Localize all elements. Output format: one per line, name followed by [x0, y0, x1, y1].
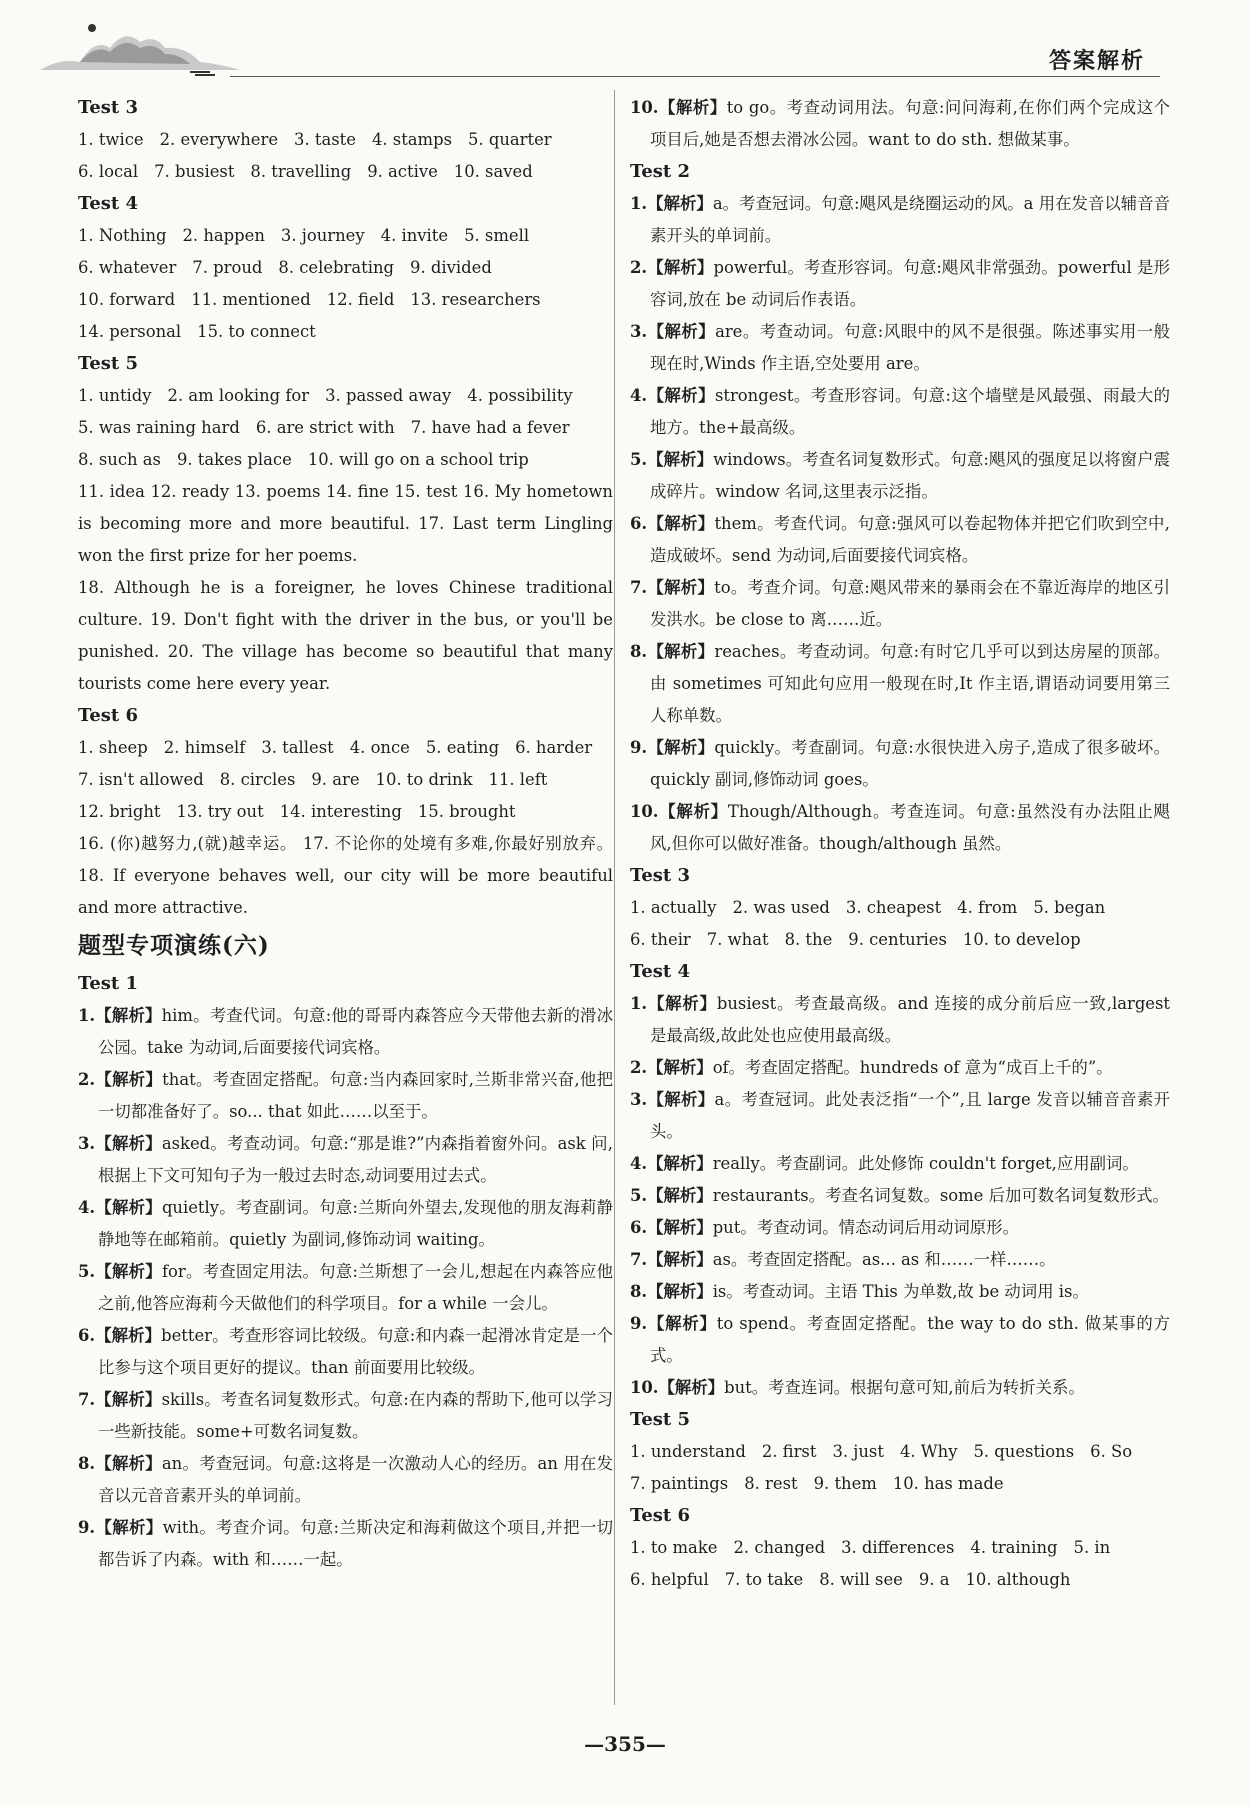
explanation-item	[78, 1384, 613, 1448]
answer: 6. local	[78, 162, 139, 181]
test3-title: Test 3	[78, 97, 139, 118]
answer-row	[78, 764, 613, 796]
item-number: 8.	[78, 1454, 96, 1473]
item-answer: are	[715, 322, 743, 341]
answer: 6. whatever	[78, 258, 177, 277]
item-number: 2.	[78, 1070, 96, 1089]
answer: 3. tallest	[261, 738, 334, 757]
answer: 10. saved	[453, 162, 533, 181]
answer: 1. understand	[630, 1442, 746, 1461]
answer: 2. everywhere	[159, 130, 279, 149]
item-answer: but	[724, 1378, 752, 1397]
item-number: 6.	[630, 514, 648, 533]
answer: 1. actually	[630, 898, 717, 917]
header-title: 答案解析	[1048, 48, 1145, 74]
answer: 8. circles	[219, 770, 296, 789]
answer: 4. invite	[380, 226, 449, 245]
explanation-item	[630, 1276, 1170, 1308]
explanation-item	[78, 1000, 613, 1064]
answer: 14. personal	[78, 322, 182, 341]
test6-title: Test 6	[78, 705, 139, 726]
answer: 3. taste	[294, 130, 356, 149]
answer: 13. researchers	[410, 290, 541, 309]
answer: 5. in	[1073, 1538, 1111, 1557]
analysis-tag: 【解析】	[647, 514, 715, 533]
item-number: 5.	[630, 1186, 648, 1205]
answer: 2. happen	[182, 226, 265, 245]
answer: 13. try out	[176, 802, 264, 821]
analysis-tag: 【解析】	[95, 1070, 163, 1089]
t1-items	[78, 1000, 613, 1576]
explanation-item	[630, 252, 1170, 316]
answer: 6. are strict with	[255, 418, 395, 437]
answer: 5. was raining hard	[78, 418, 240, 437]
answer: 6. their	[630, 930, 691, 949]
analysis-tag: 【解析】	[95, 1262, 162, 1281]
analysis-tag: 【解析】	[647, 1282, 713, 1301]
t1-item-10	[630, 92, 1170, 156]
answer: 6. helpful	[630, 1570, 709, 1589]
answer: 14. interesting	[279, 802, 402, 821]
header-rule	[230, 76, 1160, 77]
item-explanation: 。考查介词。句意:飓风带来的暴雨会在不靠近海岸的地区引发洪水。be close to 离……近。	[650, 578, 1170, 629]
answer: 8. travelling	[250, 162, 352, 181]
mountain-landscape-icon	[40, 18, 240, 80]
column-divider	[614, 90, 615, 1705]
answer: 1. sheep	[78, 738, 148, 757]
item-answer: asked	[161, 1134, 211, 1153]
item-answer: Though/Although	[727, 802, 873, 821]
answer: 12. bright	[78, 802, 161, 821]
explanation-item	[630, 572, 1170, 636]
item-explanation: 。考查形容词。句意:这个墙壁是风最强、雨最大的地方。the+最高级。	[650, 386, 1170, 437]
item-number: 6.	[78, 1326, 96, 1345]
answer: 1. to make	[630, 1538, 718, 1557]
analysis-tag: 【解析】	[95, 1454, 162, 1473]
analysis-tag: 【解析】	[95, 1006, 162, 1025]
analysis-tag: 【解析】	[647, 194, 713, 213]
item-answer: of	[712, 1058, 729, 1077]
item-number: 4.	[630, 1154, 648, 1173]
t2-title: Test 2	[630, 161, 691, 182]
answer: 7. paintings	[630, 1474, 729, 1493]
section-heading: 题型专项演练(六)	[78, 932, 270, 959]
item-explanation: 。考查固定搭配。as... as 和……一样……。	[730, 1250, 1056, 1269]
item-explanation: 。考查形容词比较级。句意:和内森一起滑冰肯定是一个比参与这个项目更好的提议。than 前面要用比较级。	[98, 1326, 613, 1377]
item-number: 8.	[630, 1282, 648, 1301]
answer-row	[78, 124, 613, 156]
answer: 10. has made	[892, 1474, 1004, 1493]
analysis-tag: 【解析】	[95, 1326, 162, 1345]
item-answer: quietly	[161, 1198, 220, 1217]
answer-row	[78, 156, 613, 188]
analysis-tag: 【解析】	[95, 1518, 163, 1537]
answer: 7. what	[706, 930, 769, 949]
answer-row	[78, 796, 613, 828]
answer: 3. passed away	[325, 386, 452, 405]
item-answer: them	[714, 514, 757, 533]
explanation-item	[630, 1148, 1170, 1180]
explanation-item	[630, 380, 1170, 444]
answer: 8. such as	[78, 450, 161, 469]
item-number: 5.	[78, 1262, 96, 1281]
explanation-item	[630, 988, 1170, 1052]
analysis-tag: 【解析】	[647, 1218, 713, 1237]
test6-answers	[78, 732, 613, 828]
explanation-item	[78, 1128, 613, 1192]
answer: 15. to connect	[197, 322, 316, 341]
explanation-item	[630, 1084, 1170, 1148]
answer: 10. to drink	[375, 770, 473, 789]
item-explanation: 。考查名词复数。some 后加可数名词复数形式。	[808, 1186, 1169, 1205]
answer: 11. mentioned	[191, 290, 311, 309]
answer: 9. centuries	[848, 930, 947, 949]
item-explanation: 。考查副词。句意:水很快进入房子,造成了很多破坏。quickly 副词,修饰动词 goes。	[650, 738, 1171, 789]
answer-row	[78, 316, 613, 348]
answer: 9. takes place	[176, 450, 292, 469]
item-answer: is	[712, 1282, 727, 1301]
item-number: 3.	[78, 1134, 96, 1153]
answer: 2. changed	[733, 1538, 826, 1557]
analysis-tag: 【解析】	[647, 642, 715, 661]
item-answer: reaches	[714, 642, 780, 661]
item-explanation: 。考查介词。句意:兰斯决定和海莉做这个项目,并把一切都告诉了内森。with 和……一起。	[98, 1518, 614, 1569]
item-answer: windows	[713, 450, 786, 469]
answer: 3. differences	[841, 1538, 955, 1557]
item-number: 1.	[630, 194, 648, 213]
item-number: 4.	[630, 386, 648, 405]
answer: 7. proud	[192, 258, 263, 277]
explanation-item	[630, 316, 1170, 380]
item-number: 9.	[630, 1314, 648, 1333]
item-explanation: 。考查代词。句意:他的哥哥内森答应今天带他去新的滑冰公园。take 为动词,后面要接代词宾格。	[98, 1006, 613, 1057]
explanation-item	[78, 1192, 613, 1256]
answer-row	[78, 252, 613, 284]
explanation-item	[630, 1052, 1170, 1084]
test5-para-1: 11. idea 12. ready 13. poems 14. fine 15. test 16. My hometown is becoming more and more beautiful. 17. Last term Lingling won the first prize for her poems.	[78, 482, 613, 565]
item-number: 2.	[630, 1058, 648, 1077]
answer: 5. smell	[464, 226, 530, 245]
explanation-item	[630, 1244, 1170, 1276]
item-explanation: 。考查副词。句意:兰斯向外望去,发现他的朋友海莉静静地等在邮箱前。quietly 为副词,修饰动词 waiting。	[98, 1198, 613, 1249]
item-number: 1.	[630, 994, 648, 1013]
item-explanation: 。考查固定搭配。句意:当内森回家时,兰斯非常兴奋,他把一切都准备好了。so... that 如此……以至于。	[98, 1070, 613, 1121]
item-answer: better	[161, 1326, 213, 1345]
item-explanation: 。考查动词。情态动词后用动词原形。	[740, 1218, 1019, 1237]
explanation-item	[630, 1308, 1170, 1372]
item-number: 10.	[630, 98, 659, 117]
item-answer: put	[712, 1218, 741, 1237]
item-explanation: 。考查副词。此处修饰 couldn't forget,应用副词。	[759, 1154, 1139, 1173]
test5-answers	[78, 380, 613, 476]
explanation-item	[78, 1320, 613, 1384]
answer: 10. to develop	[962, 930, 1081, 949]
answer: 11. left	[488, 770, 548, 789]
t4-items	[630, 988, 1170, 1404]
answer: 8. will see	[819, 1570, 903, 1589]
emblem-icon	[1157, 40, 1158, 41]
item-explanation: 。考查动词。主语 This 为单数,故 be 动词用 is。	[726, 1282, 1089, 1301]
t4-title: Test 4	[630, 961, 691, 982]
answer-row	[630, 1532, 1170, 1564]
analysis-tag: 【解析】	[647, 738, 715, 757]
explanation-item	[630, 1372, 1170, 1404]
t5-title: Test 5	[630, 1409, 691, 1430]
item-explanation: 。考查冠词。句意:飓风是绕圈运动的风。a 用在发音以辅音音素开头的单词前。	[650, 194, 1170, 245]
explanation-item	[630, 92, 1170, 156]
t6-title: Test 6	[630, 1505, 691, 1526]
test4-title: Test 4	[78, 193, 139, 214]
answer-row	[78, 380, 613, 412]
answer: 9. active	[367, 162, 438, 181]
item-answer: busiest	[716, 994, 777, 1013]
analysis-tag: 【解析】	[647, 1186, 713, 1205]
answer: 7. to take	[724, 1570, 804, 1589]
answer: 4. training	[970, 1538, 1058, 1557]
answer: 3. cheapest	[845, 898, 942, 917]
answer: 9. them	[813, 1474, 877, 1493]
answer: 7. busiest	[154, 162, 235, 181]
explanation-item	[630, 1180, 1170, 1212]
item-answer: for	[161, 1262, 186, 1281]
explanation-item	[630, 1212, 1170, 1244]
answer: 10. although	[965, 1570, 1071, 1589]
item-number: 5.	[630, 450, 648, 469]
answer-row	[78, 220, 613, 252]
answer: 3. journey	[280, 226, 365, 245]
t1-title: Test 1	[78, 973, 139, 994]
analysis-tag: 【解析】	[658, 98, 727, 117]
right-column	[630, 92, 1170, 1596]
answer: 2. himself	[163, 738, 246, 757]
item-number: 9.	[630, 738, 648, 757]
analysis-tag: 【解析】	[658, 1378, 725, 1397]
answer: 10. forward	[78, 290, 176, 309]
answer: 8. celebrating	[278, 258, 395, 277]
analysis-tag: 【解析】	[647, 1058, 713, 1077]
analysis-tag: 【解析】	[647, 386, 715, 405]
item-explanation: 。考查动词。句意:“那是谁?”内森指着窗外问。ask 问,根据上下文可知句子为一般过去时态,动词要用过去式。	[98, 1134, 614, 1185]
answer-row	[630, 892, 1170, 924]
answer-row	[630, 1468, 1170, 1500]
explanation-item	[78, 1256, 613, 1320]
answer: 12. field	[326, 290, 395, 309]
explanation-item	[630, 796, 1170, 860]
item-answer: a	[714, 1090, 725, 1109]
answer: 8. the	[784, 930, 833, 949]
analysis-tag: 【解析】	[95, 1390, 162, 1409]
answer: 4. possibility	[467, 386, 573, 405]
item-explanation: 。考查动词。句意:风眼中的风不是很强。陈述事实用一般现在时,Winds 作主语,空处要用 are。	[650, 322, 1170, 373]
answer: 1. untidy	[78, 386, 152, 405]
explanation-item	[630, 444, 1170, 508]
analysis-tag: 【解析】	[647, 1154, 713, 1173]
test5-para-2: 18. Although he is a foreigner, he loves Chinese traditional culture. 19. Don't fight with the driver in the bus, or you'll be punished. 20. The village has become so beautiful that many tourists come here every year.	[78, 578, 613, 693]
item-answer: really	[712, 1154, 760, 1173]
item-answer: powerful	[713, 258, 788, 277]
item-number: 10.	[630, 802, 659, 821]
item-explanation: 。考查动词用法。句意:问问海莉,在你们两个完成这个项目后,她是否想去滑冰公园。want to do sth. 想做某事。	[650, 98, 1170, 149]
answer: 7. have had a fever	[410, 418, 570, 437]
item-answer: as	[712, 1250, 731, 1269]
analysis-tag: 【解析】	[647, 322, 716, 341]
item-answer: skills	[161, 1390, 205, 1409]
item-answer: that	[162, 1070, 196, 1089]
answer-row	[630, 1436, 1170, 1468]
item-answer: restaurants	[712, 1186, 809, 1205]
item-number: 7.	[630, 1250, 648, 1269]
answer-row	[78, 444, 613, 476]
item-number: 10.	[630, 1378, 659, 1397]
item-explanation: 。考查固定搭配。hundreds of 意为“成百上千的”。	[728, 1058, 1113, 1077]
analysis-tag: 【解析】	[647, 1314, 717, 1333]
answer: 2. first	[761, 1442, 817, 1461]
answer: 5. eating	[425, 738, 500, 757]
item-explanation: 。考查固定用法。句意:兰斯想了一会儿,想起在内森答应他之前,他答应海莉今天做他们的科学项目。for a while 一会儿。	[98, 1262, 614, 1313]
analysis-tag: 【解析】	[658, 802, 728, 821]
answer-row	[630, 1564, 1170, 1596]
answer: 8. rest	[744, 1474, 798, 1493]
answer: 9. divided	[410, 258, 492, 277]
explanation-item	[630, 732, 1170, 796]
item-number: 8.	[630, 642, 648, 661]
answer: 10. will go on a school trip	[307, 450, 529, 469]
item-explanation: 。考查固定搭配。the way to do sth. 做某事的方式。	[650, 1314, 1170, 1365]
item-answer: quickly	[714, 738, 775, 757]
analysis-tag: 【解析】	[647, 994, 717, 1013]
analysis-tag: 【解析】	[647, 1250, 713, 1269]
item-number: 3.	[630, 322, 648, 341]
analysis-tag: 【解析】	[647, 258, 714, 277]
test6-para: 16. (你)越努力,(就)越幸运。 17. 不论你的处境有多难,你最好别放弃。 18. If everyone behaves well, our city will be more beautiful and more attractive.	[78, 834, 613, 917]
answer-row	[78, 412, 613, 444]
answer: 5. questions	[973, 1442, 1075, 1461]
answer: 2. was used	[732, 898, 830, 917]
analysis-tag: 【解析】	[647, 578, 715, 597]
t3-title: Test 3	[630, 865, 691, 886]
answer: 4. stamps	[371, 130, 453, 149]
item-answer: to	[714, 578, 731, 597]
item-number: 9.	[78, 1518, 96, 1537]
item-explanation: 。考查连词。根据句意可知,前后为转折关系。	[751, 1378, 1085, 1397]
item-answer: a	[712, 194, 723, 213]
item-explanation: 。考查冠词。此处表泛指“一个”,且 large 发音以辅音音素开头。	[650, 1090, 1170, 1141]
item-number: 3.	[630, 1090, 648, 1109]
answer-row	[78, 732, 613, 764]
answer: 1. Nothing	[78, 226, 167, 245]
item-number: 2.	[630, 258, 648, 277]
analysis-tag: 【解析】	[647, 1090, 715, 1109]
t5-answers	[630, 1436, 1170, 1500]
t3-answers	[630, 892, 1170, 956]
explanation-item	[78, 1448, 613, 1512]
item-explanation: 。考查动词。句意:有时它几乎可以到达房屋的顶部。由 sometimes 可知此句应用一般现在时,It 作主语,谓语动词要用第三人称单数。	[650, 642, 1170, 725]
answer: 6. So	[1090, 1442, 1133, 1461]
item-answer: with	[162, 1518, 200, 1537]
test4-answers	[78, 220, 613, 348]
item-answer: an	[161, 1454, 183, 1473]
answer: 5. quarter	[468, 130, 552, 149]
item-explanation: 。考查最高级。and 连接的成分前后应一致,largest 是最高级,故此处也应使用最高级。	[650, 994, 1171, 1045]
answer: 6. harder	[515, 738, 593, 757]
page-number: —355—	[584, 1732, 666, 1756]
analysis-tag: 【解析】	[647, 450, 714, 469]
item-explanation: 。考查冠词。句意:这将是一次激动人心的经历。an 用在发音以元音音素开头的单词前。	[98, 1454, 614, 1505]
item-answer: him	[161, 1006, 193, 1025]
answer: 9. a	[918, 1570, 950, 1589]
item-number: 7.	[630, 578, 648, 597]
test5-title: Test 5	[78, 353, 139, 374]
analysis-tag: 【解析】	[95, 1198, 162, 1217]
item-explanation: 。考查连词。句意:虽然没有办法阻止飓风,但你可以做好准备。though/although 虽然。	[650, 802, 1171, 853]
page-header	[0, 0, 1250, 88]
item-answer: to spend	[716, 1314, 789, 1333]
item-number: 6.	[630, 1218, 648, 1237]
item-answer: to go	[726, 98, 770, 117]
item-answer: strongest	[714, 386, 794, 405]
t6-answers	[630, 1532, 1170, 1596]
item-number: 7.	[78, 1390, 96, 1409]
t2-items	[630, 188, 1170, 860]
answer: 5. began	[1033, 898, 1106, 917]
answer: 4. from	[957, 898, 1018, 917]
answer: 7. isn't allowed	[78, 770, 204, 789]
answer: 9. are	[311, 770, 360, 789]
answer-row	[78, 284, 613, 316]
item-number: 1.	[78, 1006, 96, 1025]
item-explanation: 。考查形容词。句意:飓风非常强劲。powerful 是形容词,放在 be 动词后作表语。	[650, 258, 1170, 309]
answer: 1. twice	[78, 130, 144, 149]
item-explanation: 。考查代词。句意:强风可以卷起物体并把它们吹到空中,造成破坏。send 为动词,后面要接代词宾格。	[650, 514, 1171, 565]
answer: 4. Why	[899, 1442, 958, 1461]
item-explanation: 。考查名词复数形式。句意:在内森的帮助下,他可以学习一些新技能。some+可数名词复数。	[98, 1390, 614, 1441]
explanation-item	[630, 508, 1170, 572]
left-column	[78, 92, 613, 1576]
answer: 4. once	[349, 738, 410, 757]
explanation-item	[78, 1064, 613, 1128]
explanation-item	[630, 188, 1170, 252]
answer: 15. brought	[417, 802, 516, 821]
analysis-tag: 【解析】	[95, 1134, 162, 1153]
item-number: 4.	[78, 1198, 96, 1217]
answer: 3. just	[832, 1442, 884, 1461]
item-explanation: 。考查名词复数形式。句意:飓风的强度足以将窗户震成碎片。window 名词,这里表示泛指。	[650, 450, 1170, 501]
explanation-item	[630, 636, 1170, 732]
answer-row	[630, 924, 1170, 956]
explanation-item	[78, 1512, 613, 1576]
test3-answers	[78, 124, 613, 188]
answer: 2. am looking for	[167, 386, 310, 405]
